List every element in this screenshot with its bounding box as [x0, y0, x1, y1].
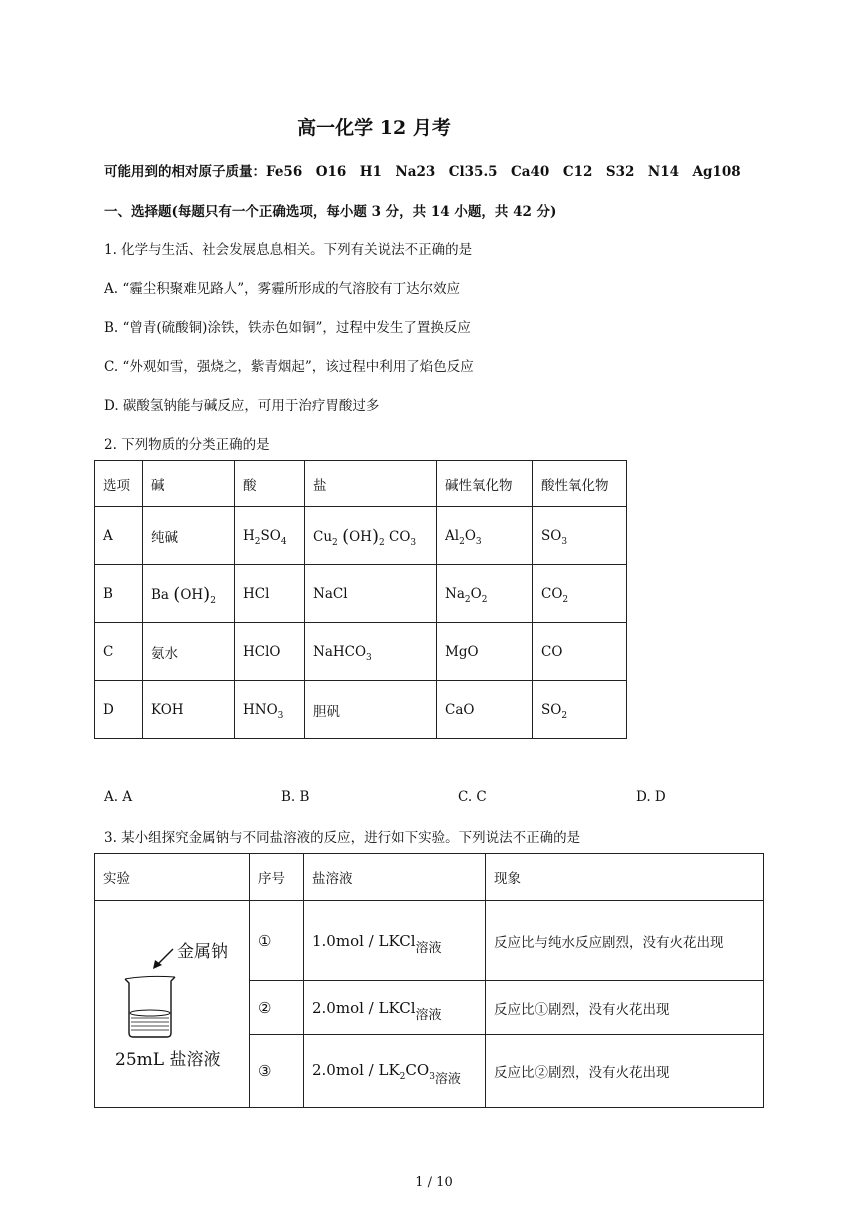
table-cell: 氨水 — [143, 623, 235, 681]
table-row — [95, 623, 627, 681]
table-cell: 反应比②剧烈，没有火花出现 — [486, 1034, 764, 1107]
header-cell: 酸性氧化物 — [533, 461, 627, 507]
q3-stem: 3. 某小组探究金属钠与不同盐溶液的反应，进行如下实验。下列说法不正确的是 — [104, 830, 581, 846]
table-cell: 2.0mol / LKCl$_{溶液}$ — [304, 981, 486, 1034]
page-number: 1 / 10 — [415, 1175, 453, 1190]
table-cell: $SO_2$ — [533, 681, 627, 739]
table-cell: D — [95, 681, 143, 739]
table-cell: B — [95, 565, 143, 623]
table-cell: 反应比与纯水反应剧烈，没有火花出现 — [486, 901, 764, 981]
table-cell: ① — [250, 901, 304, 981]
table-cell: NaCl — [305, 565, 437, 623]
table-cell: 1.0mol / LKCl$_{溶液}$ — [304, 901, 486, 981]
header-cell: 盐溶液 — [304, 854, 486, 901]
arrow-icon — [153, 949, 173, 969]
header-cell: 碱 — [143, 461, 235, 507]
table-cell: MgO — [437, 623, 533, 681]
table-cell: $2.0mol / LK_2CO_{3溶液}$ — [304, 1034, 486, 1107]
q2-answer-b: B. B — [281, 789, 310, 805]
beaker-diagram — [95, 901, 249, 1107]
table-cell: ③ — [250, 1034, 304, 1107]
table-row — [95, 901, 764, 981]
q1-stem: 1. 化学与生活、社会发展息息相关。下列有关说法不正确的是 — [104, 242, 473, 258]
table-row — [95, 507, 627, 565]
header-cell: 现象 — [486, 854, 764, 901]
table-cell: 反应比①剧烈，没有火花出现 — [486, 981, 764, 1034]
table-cell: NaHCO$_3$ — [305, 623, 437, 681]
table-cell: $Al_2O_3$ — [437, 507, 533, 565]
table-cell: CaO — [437, 681, 533, 739]
table-cell: $CO_2$ — [533, 565, 627, 623]
table-cell: $SO_3$ — [533, 507, 627, 565]
header-cell: 碱性氧化物 — [437, 461, 533, 507]
table-header-row — [95, 461, 627, 507]
table-row — [95, 565, 627, 623]
header-cell: 序号 — [250, 854, 304, 901]
table-cell: $Na_2O_2$ — [437, 565, 533, 623]
experiment-figure — [95, 901, 250, 1108]
q2-answer-a: A. A — [104, 789, 133, 805]
section-heading: 一、选择题(每题只有一个正确选项，每小题 3 分，共 14 小题，共 42 分) — [104, 204, 557, 220]
table-row — [95, 681, 627, 739]
q1-option-a: A. “霾尘积聚难见路人”，雾霾所形成的气溶胶有丁达尔效应 — [104, 281, 461, 297]
table-cell: KOH — [143, 681, 235, 739]
page-title: 高一化学 12 月考 — [297, 117, 451, 139]
q3-table — [94, 853, 764, 1108]
table-cell: CO — [533, 623, 627, 681]
table-cell: 纯碱 — [143, 507, 235, 565]
table-cell: $Cu_2$ $(OH)_2$ $CO_3$ — [305, 507, 437, 565]
figure-label-solution: 25mL 盐溶液 — [115, 1050, 221, 1070]
q2-stem: 2. 下列物质的分类正确的是 — [104, 437, 270, 453]
atomic-masses: 可能用到的相对原子质量：Fe56 O16 H1 Na23 Cl35.5 Ca40 C12 S32 N14 Ag108 — [104, 164, 741, 180]
table-cell: 胆矾 — [305, 681, 437, 739]
table-cell: $H_2SO_4$ — [235, 507, 305, 565]
q1-option-c: C. “外观如雪，强烧之，紫青烟起”，该过程中利用了焰色反应 — [104, 359, 474, 375]
table-cell: HCl — [235, 565, 305, 623]
table-cell: Ba $(OH)_2$ — [143, 565, 235, 623]
table-cell: HClO — [235, 623, 305, 681]
q2-answer-d: D. D — [636, 789, 666, 805]
q1-option-b: B. “曾青(硫酸铜)涂铁，铁赤色如铜”，过程中发生了置换反应 — [104, 320, 471, 336]
table-cell: ② — [250, 981, 304, 1034]
q1-option-d: D. 碳酸氢钠能与碱反应，可用于治疗胃酸过多 — [104, 398, 380, 414]
header-cell: 实验 — [95, 854, 250, 901]
q2-table — [94, 460, 627, 739]
figure-label-sodium: 金属钠 — [177, 942, 228, 962]
table-cell: $HNO_3$ — [235, 681, 305, 739]
table-cell: C — [95, 623, 143, 681]
table-cell: A — [95, 507, 143, 565]
q2-answer-c: C. C — [458, 789, 487, 805]
header-cell: 盐 — [305, 461, 437, 507]
header-cell: 选项 — [95, 461, 143, 507]
table-header-row — [95, 854, 764, 901]
beaker-icon — [125, 976, 175, 1037]
header-cell: 酸 — [235, 461, 305, 507]
